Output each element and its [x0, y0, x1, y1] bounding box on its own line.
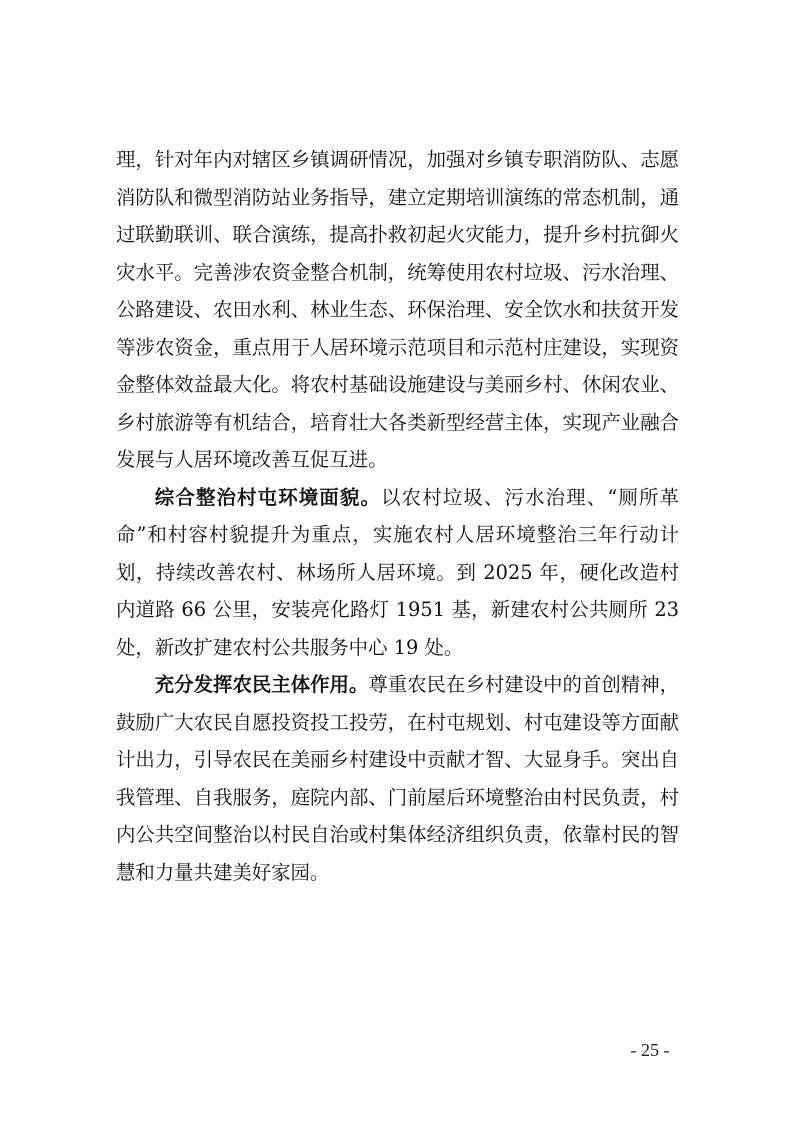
- paragraph-farmer-role: [116, 666, 679, 891]
- paragraph-continuation: [116, 141, 679, 479]
- page-number: - 25 -: [630, 1040, 670, 1060]
- paragraph-heading: 充分发挥农民主体作用。: [154, 673, 369, 696]
- paragraph-heading: 综合整治村屯环境面貌。: [154, 485, 382, 509]
- paragraph-village-environment: [116, 479, 679, 667]
- paragraph-text: 尊重农民在乡村建设中的首创精神，鼓励广大农民自愿投资投工投劳，在村屯规划、村屯建设等方面献计出力，引导农民在美丽乡村建设中贡献才智、大显身手。突出自我管理、自我服务，庭院内部、门前屋后环境整治由村民负责，村内公共空间整治以村民自治或村集体经济组织负责，依靠村民的智慧和力量共建美好家园。: [116, 673, 680, 884]
- paragraph-text: 以农村垃圾、污水治理、“厕所革命”和村容村貌提升为重点，实施农村人居环境整治三年行动计划，持续改善农村、林场所人居环境。到 2025 年，硬化改造村内道路 66 公里，安装亮化路灯 1951 基，新建农村公共厕所 23 处，新改扩建农村公共服务中心 19 处。: [116, 485, 680, 659]
- paragraph-text: 理，针对年内对辖区乡镇调研情况，加强对乡镇专职消防队、志愿消防队和微型消防站业务指导，建立定期培训演练的常态机制，通过联勤联训、联合演练，提高扑救初起火灾能力，提升乡村抗御火灾水平。完善涉农资金整合机制，统筹使用农村垃圾、污水治理、公路建设、农田水利、林业生态、环保治理、安全饮水和扶贫开发等涉农资金，重点用于人居环境示范项目和示范村庄建设，实现资金整体效益最大化。将农村基础设施建设与美丽乡村、休闲农业、乡村旅游等有机结合，培育壮大各类新型经营主体，实现产业融合发展与人居环境改善互促互进。: [116, 148, 679, 471]
- document-body: [116, 141, 679, 891]
